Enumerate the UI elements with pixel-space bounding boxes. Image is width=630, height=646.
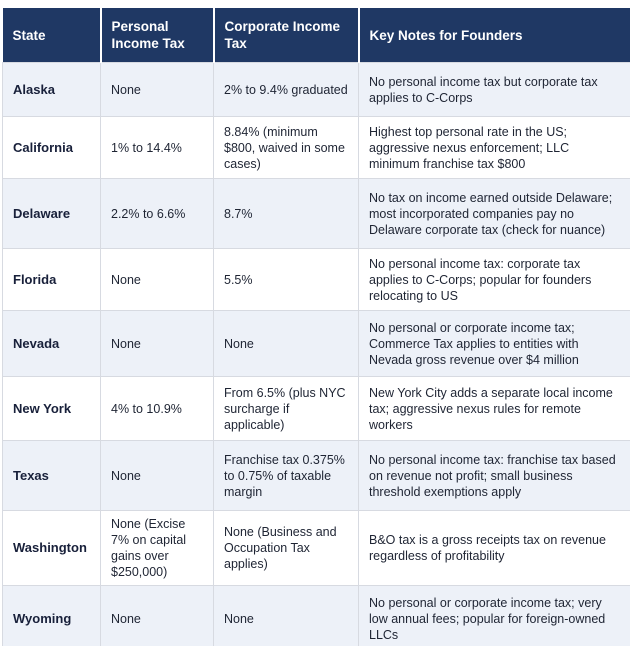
corporate-tax-cell: 5.5%	[214, 249, 359, 311]
notes-cell: No personal income tax: corporate tax applies to C-Corps; popular for founders relocating to US	[359, 249, 630, 311]
personal-tax-cell: None	[101, 586, 214, 646]
notes-cell: No personal income tax but corporate tax applies to C-Corps	[359, 63, 630, 117]
state-cell: Washington	[3, 511, 101, 586]
column-header-corporate-income-tax: Corporate Income Tax	[214, 8, 359, 63]
state-cell: Florida	[3, 249, 101, 311]
table-row	[3, 311, 630, 377]
table-row	[3, 511, 630, 586]
personal-tax-cell: None	[101, 249, 214, 311]
personal-tax-cell: 2.2% to 6.6%	[101, 179, 214, 249]
personal-tax-cell: None	[101, 441, 214, 511]
column-header-personal-income-tax: Personal Income Tax	[101, 8, 214, 63]
state-cell: California	[3, 117, 101, 179]
state-cell: Alaska	[3, 63, 101, 117]
personal-tax-cell: None	[101, 63, 214, 117]
state-cell: Texas	[3, 441, 101, 511]
table-row	[3, 249, 630, 311]
table-row	[3, 377, 630, 441]
corporate-tax-cell: From 6.5% (plus NYC surcharge if applicable)	[214, 377, 359, 441]
notes-cell: B&O tax is a gross receipts tax on revenue regardless of profitability	[359, 511, 630, 586]
notes-cell: Highest top personal rate in the US; aggressive nexus enforcement; LLC minimum franchise tax $800	[359, 117, 630, 179]
corporate-tax-cell: Franchise tax 0.375% to 0.75% of taxable margin	[214, 441, 359, 511]
corporate-tax-cell: None	[214, 311, 359, 377]
corporate-tax-cell: None (Business and Occupation Tax applies)	[214, 511, 359, 586]
corporate-tax-cell: 8.84% (minimum $800, waived in some cases)	[214, 117, 359, 179]
notes-cell: New York City adds a separate local income tax; aggressive nexus rules for remote workers	[359, 377, 630, 441]
column-header-state: State	[3, 8, 101, 63]
state-cell: Wyoming	[3, 586, 101, 646]
corporate-tax-cell: None	[214, 586, 359, 646]
notes-cell: No personal income tax: franchise tax based on revenue not profit; small business threshold exemptions apply	[359, 441, 630, 511]
table-row	[3, 63, 630, 117]
notes-cell: No personal or corporate income tax; very low annual fees; popular for foreign-owned LLCs	[359, 586, 630, 646]
table-row	[3, 586, 630, 646]
state-cell: New York	[3, 377, 101, 441]
notes-cell: No tax on income earned outside Delaware; most incorporated companies pay no Delaware corporate tax (check for nuance)	[359, 179, 630, 249]
personal-tax-cell: 4% to 10.9%	[101, 377, 214, 441]
corporate-tax-cell: 8.7%	[214, 179, 359, 249]
corporate-tax-cell: 2% to 9.4% graduated	[214, 63, 359, 117]
table-row	[3, 179, 630, 249]
state-cell: Nevada	[3, 311, 101, 377]
personal-tax-cell: None (Excise 7% on capital gains over $250,000)	[101, 511, 214, 586]
state-cell: Delaware	[3, 179, 101, 249]
personal-tax-cell: None	[101, 311, 214, 377]
state-tax-table	[2, 8, 630, 646]
table-row	[3, 441, 630, 511]
table-header-row	[3, 8, 630, 63]
notes-cell: No personal or corporate income tax; Commerce Tax applies to entities with Nevada gross revenue over $4 million	[359, 311, 630, 377]
personal-tax-cell: 1% to 14.4%	[101, 117, 214, 179]
table-body	[3, 63, 630, 646]
table-row	[3, 117, 630, 179]
column-header-key-notes: Key Notes for Founders	[359, 8, 630, 63]
